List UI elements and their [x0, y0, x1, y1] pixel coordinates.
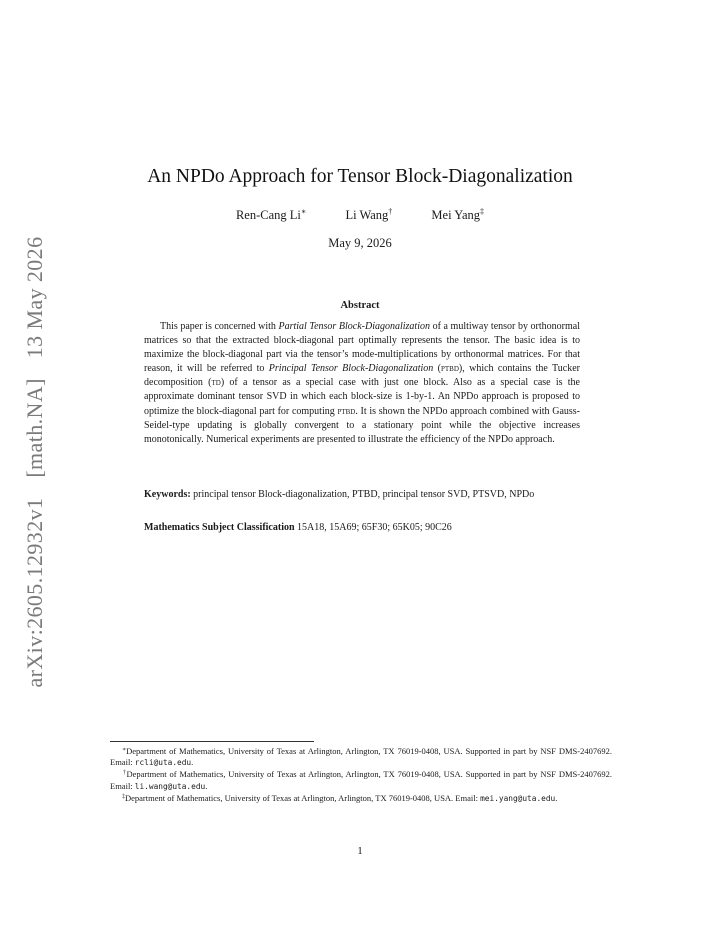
author-2	[345, 207, 392, 223]
author-3	[431, 207, 484, 223]
footnote-2	[110, 768, 612, 791]
abbreviation: ptbd	[440, 364, 459, 375]
email-link[interactable]: li.wang@uta.edu	[134, 781, 206, 791]
author-name: Mei Yang	[431, 208, 481, 222]
footnote-mark: ‡	[122, 793, 125, 800]
email-link[interactable]: rcli@uta.edu	[134, 758, 192, 768]
arxiv-category: [math.NA]	[22, 378, 47, 478]
author-1	[236, 207, 306, 223]
footnote-text: Department of Mathematics, University of Texas at Arlington, Arlington, TX 76019-0408, USA. Email:	[125, 792, 481, 803]
footnote-text: Department of Mathematics, University of Texas at Arlington, Arlington, TX 76019-0408, USA. Supported in part by NSF DMS-2407692. Email:	[110, 769, 612, 791]
author-footnote-mark[interactable]: †	[388, 207, 393, 216]
msc-label: Mathematics Subject Classification	[144, 522, 295, 533]
arxiv-date: 13 May 2026	[22, 236, 47, 359]
keywords-label: Keywords:	[144, 489, 191, 500]
abbreviation: ptbd	[337, 406, 356, 417]
footnote-end: .	[555, 792, 558, 803]
footnote-3	[110, 792, 612, 804]
email-link[interactable]: mei.yang@uta.edu	[480, 793, 556, 803]
abstract-text: (	[433, 363, 441, 375]
footnote-end: .	[205, 780, 208, 791]
footnote-mark: ∗	[122, 747, 127, 753]
msc-codes: 15A18, 15A69; 65F30; 65K05; 90C26	[294, 522, 452, 533]
footnotes	[110, 745, 612, 804]
page-number: 1	[357, 845, 363, 857]
abstract-text: ) of a tensor as a special case with just one block. Also as a special case is the approximate dominant tensor SVD in which each block-size is 1-by-1. An NPDo approach is proposed to optimize the block-diagonal part for computing	[144, 377, 580, 417]
keywords-text: principal tensor Block-diagonalization, PTBD, principal tensor SVD, PTSVD, NPDo	[190, 489, 535, 500]
footnote-mark: †	[122, 770, 127, 777]
keywords	[144, 488, 580, 502]
author-name: Li Wang	[345, 208, 389, 222]
author-list	[0, 207, 720, 223]
author-footnote-mark[interactable]: ‡	[480, 207, 485, 216]
emphasized-term: Principal Tensor Block-Diagonalization	[268, 363, 434, 375]
footnote-1	[110, 745, 612, 768]
paper-date: May 9, 2026	[328, 236, 392, 250]
arxiv-identifier-stamp[interactable]	[22, 223, 48, 688]
arxiv-id[interactable]: arXiv:2605.12932v1	[22, 497, 47, 688]
abbreviation: td	[211, 378, 221, 389]
abstract-text: . It is shown the NPDo approach combined with Gauss-Seidel-type updating is globally convergent to a stationary point while the objective increases monotonically. Numerical experiments are presented to illustrate the efficiency of the NPDo approach.	[144, 405, 580, 445]
author-footnote-mark[interactable]: ∗	[300, 207, 307, 216]
footnote-end: .	[191, 757, 194, 768]
footnote-rule	[110, 741, 314, 742]
paper-title: An NPDo Approach for Tensor Block-Diagonalization	[147, 166, 573, 187]
abstract-text: ), which contains the Tucker decomposition (	[144, 363, 580, 389]
author-name: Ren-Cang Li	[235, 208, 301, 222]
abstract-text: of a multiway tensor by orthonormal matrices so that the extracted block-diagonal part optimally represents the tensor. The basic idea is to maximize the block-diagonal part via the tensor’s mode-multiplications by orthonormal matrices. For that reason, it will be referred to	[144, 321, 580, 375]
abstract-heading: Abstract	[340, 300, 380, 311]
abstract-text: This paper is concerned with	[160, 321, 279, 332]
emphasized-term: Partial Tensor Block-Diagonalization	[278, 321, 430, 332]
subject-classification	[144, 521, 580, 535]
footnote-text: Department of Mathematics, University of Texas at Arlington, Arlington, TX 76019-0408, USA. Supported in part by NSF DMS-2407692. Email:	[110, 746, 612, 768]
abstract-body	[144, 320, 580, 447]
